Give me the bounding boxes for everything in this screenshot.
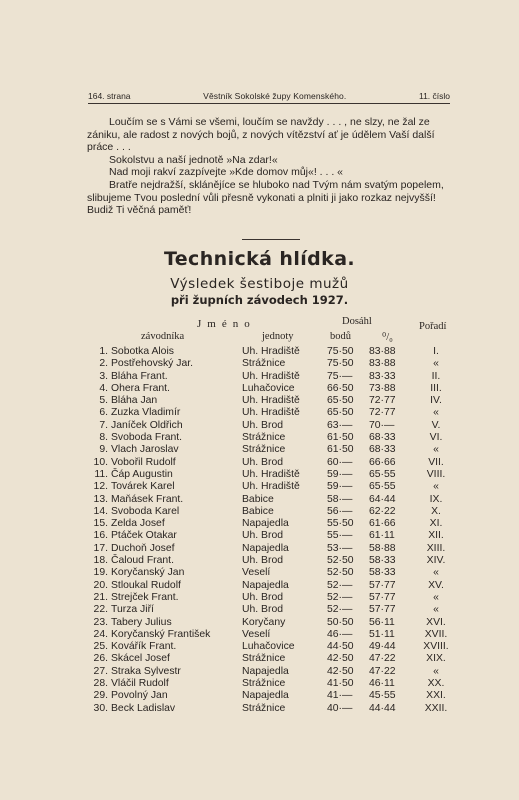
row-number: 16. (93, 530, 108, 542)
rank: IV. (430, 395, 442, 407)
percent: 66·66 (369, 456, 396, 468)
points: 46·— (327, 628, 353, 640)
competitor-name: Koryčanský Jan (111, 567, 185, 579)
points: 61·50 (327, 432, 354, 444)
unit-name: Babice (242, 493, 274, 505)
table-row (88, 420, 460, 432)
points: 75·50 (327, 346, 354, 357)
unit-name: Luhačovice (242, 382, 295, 394)
rank: « (433, 481, 439, 493)
rank: « (433, 604, 439, 616)
percent: 57·77 (369, 579, 396, 591)
table-row (88, 358, 460, 370)
points: 40·— (327, 702, 353, 714)
percent: 83·88 (369, 346, 396, 357)
rank: XVII. (424, 628, 448, 640)
column-header-percent: ⁰/₀ (382, 332, 393, 343)
unit-name: Strážnice (242, 358, 286, 370)
issue-number: 11. číslo (418, 91, 450, 101)
rank: XV. (428, 579, 444, 591)
row-number: 8. (99, 432, 108, 444)
unit-name: Uh. Brod (242, 604, 284, 616)
unit-name: Strážnice (242, 702, 286, 714)
competitor-name: Továrek Karel (111, 481, 175, 493)
points: 61·50 (327, 444, 354, 456)
competitor-name: Zelda Josef (111, 518, 165, 530)
competitor-name: Svoboda Frant. (111, 432, 183, 444)
competitor-name: Maňásek Frant. (111, 493, 184, 505)
points: 42·50 (327, 653, 354, 665)
row-number: 14. (93, 505, 108, 517)
percent: 70·— (369, 419, 395, 431)
column-header-zavodnika: závodníka (141, 331, 185, 342)
table-row (88, 383, 460, 395)
rank: IX. (429, 493, 443, 505)
points: 60·— (327, 456, 353, 468)
table-row (88, 469, 460, 481)
rank: XXI. (426, 690, 446, 702)
unit-name: Luhačovice (242, 641, 295, 653)
competitor-name: Duchoň Josef (111, 542, 175, 554)
points: 66·50 (327, 382, 354, 394)
competitor-name: Bláha Frant. (111, 370, 168, 382)
rank: I. (433, 346, 439, 357)
percent: 47·22 (369, 665, 396, 677)
unit-name: Uh. Hradiště (242, 407, 300, 419)
competitor-name: Straka Sylvestr (111, 665, 181, 677)
table-row (88, 543, 460, 555)
results-table (88, 346, 460, 715)
competitor-name: Vobořil Rudolf (111, 456, 176, 468)
rank: II. (431, 370, 441, 382)
points: 75·50 (327, 358, 354, 370)
table-row (88, 346, 460, 358)
intro-text (87, 116, 455, 217)
unit-name: Veselí (242, 567, 271, 579)
points: 44·50 (327, 641, 354, 653)
table-row (88, 518, 460, 530)
points: 50·50 (327, 616, 354, 628)
rank: XII. (428, 530, 444, 542)
table-row (88, 407, 460, 419)
row-number: 20. (93, 579, 108, 591)
competitor-name: Čáp Augustin (111, 468, 173, 480)
points: 63·— (327, 419, 353, 431)
points: 55·— (327, 530, 353, 542)
table-row (88, 678, 460, 690)
rank: « (433, 407, 439, 419)
unit-name: Uh. Brod (242, 419, 284, 431)
percent: 64·44 (369, 493, 396, 505)
row-number: 4. (99, 382, 108, 394)
table-row (88, 629, 460, 641)
points: 42·50 (327, 665, 354, 677)
table-row (88, 506, 460, 518)
competitor-name: Beck Ladislav (111, 702, 176, 714)
unit-name: Uh. Brod (242, 555, 284, 567)
table-row (88, 641, 460, 653)
row-number: 13. (93, 493, 108, 505)
table-row (88, 457, 460, 469)
percent: 58·33 (369, 555, 396, 567)
rank: « (433, 665, 439, 677)
column-header-dosahl: Dosáhl (342, 316, 372, 327)
unit-name: Uh. Hradiště (242, 481, 300, 493)
unit-name: Koryčany (242, 616, 286, 628)
row-number: 27. (93, 665, 108, 677)
table-row (88, 494, 460, 506)
row-number: 19. (93, 567, 108, 579)
percent: 61·11 (369, 530, 395, 542)
points: 65·50 (327, 407, 354, 419)
section-title: Technická hlídka. (163, 248, 356, 270)
competitor-name: Postřehovský Jar. (111, 358, 194, 370)
row-number: 23. (93, 616, 108, 628)
rank: XIX. (426, 653, 446, 665)
competitor-name: Svoboda Karel (111, 505, 180, 517)
competitor-name: Bláha Jan (111, 395, 158, 407)
row-number: 7. (99, 419, 108, 431)
points: 52·50 (327, 555, 354, 567)
unit-name: Uh. Hradiště (242, 468, 300, 480)
table-row (88, 371, 460, 383)
competitor-name: Strejček Frant. (111, 591, 179, 603)
section-subtitle-event: při župních závodech 1927. (170, 293, 349, 307)
divider (242, 239, 300, 240)
row-number: 5. (99, 395, 108, 407)
unit-name: Napajedla (242, 579, 289, 591)
row-number: 30. (93, 702, 108, 714)
row-number: 10. (93, 456, 108, 468)
table-row (88, 567, 460, 579)
row-number: 26. (93, 653, 108, 665)
page-header (88, 91, 450, 104)
percent: 57·77 (369, 604, 396, 616)
points: 52·— (327, 591, 353, 603)
column-header-bodu: bodů (330, 331, 351, 342)
competitor-name: Zuzka Vladimír (111, 407, 181, 419)
unit-name: Napajedla (242, 690, 289, 702)
intro-paragraph: Sokolstvu a naší jednotě »Na zdar!« (109, 153, 278, 166)
percent: 46·11 (369, 678, 395, 690)
percent: 58·88 (369, 542, 396, 554)
journal-title: Věstník Sokolské župy Komenského. (203, 91, 347, 101)
table-row (88, 592, 460, 604)
rank: XXII. (424, 702, 448, 714)
table-row (88, 530, 460, 542)
points: 41·50 (327, 678, 354, 690)
row-number: 11. (94, 468, 108, 480)
competitor-name: Tabery Julius (111, 616, 172, 628)
competitor-name: Janíček Oldřich (111, 419, 183, 431)
intro-paragraph: Bratře nejdražší, sklánějíce se hluboko nad Tvým nám svatým popelem, slibujeme Tvou poslední vůli přesně vykonati a plniti ji jako rozkaz nejvyšší! Budiž Ti věčná paměť! (87, 178, 444, 217)
percent: 65·55 (369, 481, 396, 493)
points: 75·— (327, 370, 353, 382)
column-header-poradi: Pořadí (419, 321, 447, 332)
rank: VIII. (426, 468, 446, 480)
table-row (88, 690, 460, 702)
percent: 68·33 (369, 444, 396, 456)
percent: 51·11 (369, 628, 395, 640)
unit-name: Napajedla (242, 518, 289, 530)
row-number: 25. (93, 641, 108, 653)
competitor-name: Skácel Josef (111, 653, 170, 665)
row-number: 22. (93, 604, 108, 616)
unit-name: Strážnice (242, 444, 286, 456)
competitor-name: Ohera Frant. (111, 382, 170, 394)
unit-name: Uh. Hradiště (242, 370, 300, 382)
row-number: 28. (93, 678, 108, 690)
percent: 57·77 (369, 591, 396, 603)
section-subtitle: Výsledek šestiboje mužů (170, 276, 349, 292)
competitor-name: Koryčanský František (111, 628, 211, 640)
points: 52·50 (327, 567, 354, 579)
points: 52·— (327, 604, 353, 616)
row-number: 1. (99, 346, 108, 357)
percent: 68·33 (369, 432, 396, 444)
unit-name: Uh. Hradiště (242, 395, 300, 407)
points: 56·— (327, 505, 353, 517)
competitor-name: Kovářík Frant. (111, 641, 177, 653)
table-row (88, 666, 460, 678)
unit-name: Strážnice (242, 432, 286, 444)
competitor-name: Ptáček Otakar (111, 530, 177, 542)
points: 59·— (327, 481, 353, 493)
row-number: 9. (99, 444, 108, 456)
table-row (88, 432, 460, 444)
rank: « (433, 591, 439, 603)
percent: 83·88 (369, 358, 396, 370)
competitor-name: Čaloud Frant. (111, 555, 174, 567)
rank: V. (431, 419, 441, 431)
rank: VII. (428, 456, 444, 468)
rank: « (433, 358, 439, 370)
points: 58·— (327, 493, 353, 505)
page-number: 164. strana (88, 91, 131, 101)
row-number: 24. (93, 628, 108, 640)
table-row (88, 617, 460, 629)
competitor-name: Povolný Jan (111, 690, 168, 702)
percent: 49·44 (369, 641, 396, 653)
table-row (88, 604, 460, 616)
table-row (88, 580, 460, 592)
percent: 61·66 (369, 518, 396, 530)
rank: « (433, 567, 439, 579)
table-row (88, 703, 460, 715)
intro-paragraph: Loučím se s Vámi se všemi, loučím se navždy . . . , ne slzy, ne žal ze zániku, ale radost z nových bojů, z nových vítězství ať je údělem Vaší další práce . . . (87, 116, 435, 154)
table-row (88, 481, 460, 493)
unit-name: Napajedla (242, 542, 289, 554)
rank: « (433, 444, 439, 456)
points: 53·— (327, 542, 353, 554)
rank: XVIII. (423, 641, 449, 653)
percent: 65·55 (369, 468, 396, 480)
rank: XX. (427, 678, 445, 690)
competitor-name: Stloukal Rudolf (111, 579, 181, 591)
percent: 62·22 (369, 505, 396, 517)
competitor-name: Vláčil Rudolf (111, 678, 169, 690)
column-header-jednoty: jednoty (262, 331, 294, 342)
percent: 58·33 (369, 567, 396, 579)
points: 55·50 (327, 518, 354, 530)
points: 59·— (327, 468, 353, 480)
competitor-name: Turza Jiří (111, 604, 154, 616)
percent: 73·88 (369, 382, 396, 394)
percent: 44·44 (369, 702, 396, 714)
unit-name: Uh. Brod (242, 530, 284, 542)
points: 52·— (327, 579, 353, 591)
row-number: 29. (93, 690, 108, 702)
table-row (88, 444, 460, 456)
table-row (88, 653, 460, 665)
unit-name: Babice (242, 505, 274, 517)
rank: III. (430, 382, 442, 394)
percent: 47·22 (369, 653, 396, 665)
unit-name: Napajedla (242, 665, 289, 677)
row-number: 3. (99, 370, 108, 382)
rank: X. (431, 505, 441, 517)
row-number: 6. (99, 407, 108, 419)
percent: 45·55 (369, 690, 396, 702)
percent: 72·77 (369, 407, 396, 419)
unit-name: Uh. Brod (242, 456, 284, 468)
row-number: 12. (93, 481, 108, 493)
competitor-name: Sobotka Alois (111, 346, 174, 357)
rank: XVI. (426, 616, 446, 628)
rank: XI. (429, 518, 443, 530)
unit-name: Strážnice (242, 678, 286, 690)
row-number: 18. (93, 555, 108, 567)
unit-name: Uh. Brod (242, 591, 284, 603)
column-header-jmeno: Jméno (197, 318, 256, 330)
row-number: 21. (93, 591, 108, 603)
unit-name: Strážnice (242, 653, 286, 665)
percent: 83·33 (369, 370, 396, 382)
table-row (88, 555, 460, 567)
rank: XIII. (426, 542, 446, 554)
row-number: 2. (99, 358, 108, 370)
percent: 72·77 (369, 395, 396, 407)
unit-name: Uh. Hradiště (242, 346, 300, 357)
rank: VI. (429, 432, 443, 444)
intro-paragraph: Nad moji rakví zazpívejte »Kde domov můj«! . . . « (109, 166, 344, 179)
percent: 56·11 (369, 616, 395, 628)
table-row (88, 395, 460, 407)
points: 41·— (327, 690, 353, 702)
competitor-name: Vlach Jaroslav (111, 444, 179, 456)
points: 65·50 (327, 395, 354, 407)
row-number: 17. (93, 542, 108, 554)
row-number: 15. (93, 518, 108, 530)
rank: XIV. (426, 555, 446, 567)
unit-name: Veselí (242, 628, 271, 640)
